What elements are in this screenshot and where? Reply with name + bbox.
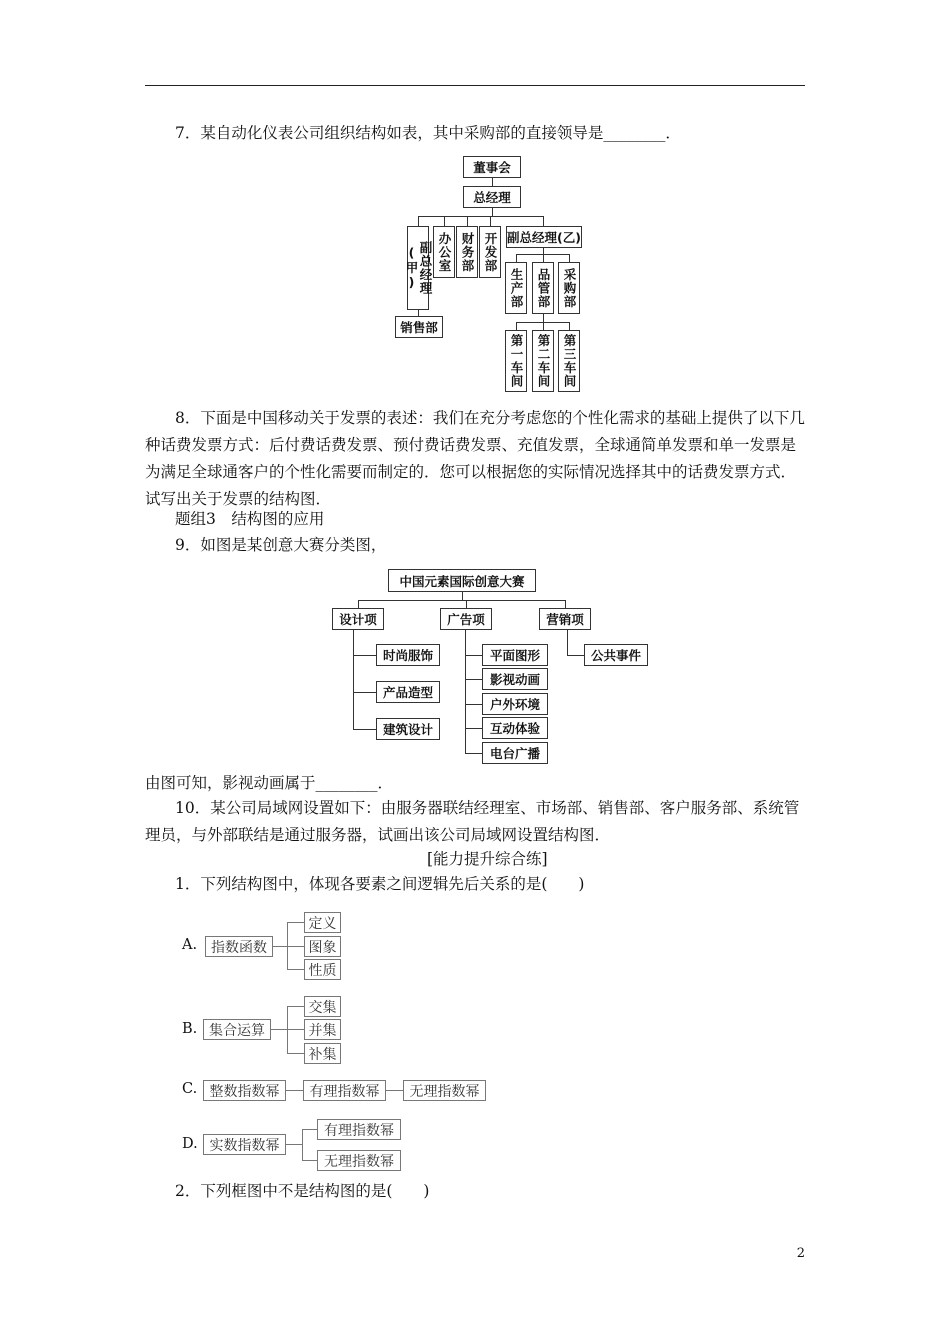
ads-item: 电台广播: [482, 742, 548, 764]
option-b-label: B.: [182, 1021, 198, 1037]
option-d-main: 实数指数幂: [203, 1134, 286, 1155]
ads-item: 平面图形: [482, 644, 548, 666]
q10-text: 10．某公司局域网设置如下：由服务器联结经理室、市场部、销售部、客户服务部、系统管理员，与外部联结是通过服务器，试画出该公司局域网设置结构图．: [145, 799, 800, 844]
option-c-item: 有理指数幂: [303, 1080, 386, 1101]
option-c-label: C.: [182, 1081, 198, 1097]
org-vp-a: 副总经理(甲): [407, 226, 429, 310]
option-c-item: 整数指数幂: [203, 1080, 286, 1101]
contest-root: 中国元素国际创意大赛: [388, 569, 536, 592]
option-a-item: 性质: [304, 959, 341, 980]
contest-ads: 广告项: [440, 608, 492, 630]
option-d-item: 无理指数幂: [317, 1150, 401, 1171]
header-rule: [145, 85, 805, 86]
design-item: 产品造型: [376, 681, 440, 703]
q7-text: 7．某自动化仪表公司组织结构如表，其中采购部的直接领导是________．: [175, 124, 681, 142]
option-c-item: 无理指数幂: [403, 1080, 486, 1101]
q9-answer: 由图可知，影视动画属于________．: [145, 774, 394, 792]
option-a-item: 定义: [304, 912, 341, 933]
section-title: [能力提升综合练]: [427, 850, 548, 868]
option-a-item: 图象: [304, 936, 341, 957]
org-purchase: 采购部: [558, 262, 580, 314]
option-a-label: A.: [182, 937, 198, 953]
option-d-label: D.: [182, 1136, 198, 1152]
option-b-item: 补集: [304, 1043, 341, 1064]
org-sales: 销售部: [395, 316, 443, 338]
org-ws2: 第二车间: [532, 330, 554, 392]
org-quality: 品管部: [532, 262, 554, 314]
org-vp-b: 副总经理(乙): [506, 226, 582, 248]
ads-item: 互动体验: [482, 717, 548, 739]
page-number: 2: [796, 1246, 805, 1261]
org-ws1: 第一车间: [505, 330, 527, 392]
option-d-item: 有理指数幂: [317, 1119, 401, 1140]
org-office: 办公室: [433, 226, 455, 278]
org-production: 生产部: [505, 262, 527, 314]
org-ws3: 第三车间: [558, 330, 580, 392]
option-b-main: 集合运算: [203, 1019, 271, 1040]
option-b-item: 交集: [304, 996, 341, 1017]
ads-item: 户外环境: [482, 693, 548, 715]
group3-title: 题组3 结构图的应用: [175, 510, 325, 528]
contest-design: 设计项: [332, 608, 384, 630]
q9-text: 9．如图是某创意大赛分类图，: [175, 536, 387, 554]
org-dev: 开发部: [479, 226, 501, 278]
design-item: 建筑设计: [376, 718, 440, 740]
p2-text: 2．下列框图中不是结构图的是( ): [175, 1182, 430, 1200]
option-b-item: 并集: [304, 1019, 341, 1040]
org-finance: 财务部: [456, 226, 478, 278]
contest-marketing: 营销项: [539, 608, 591, 630]
q8-text: 8．下面是中国移动关于发票的表述：我们在充分考虑您的个性化需求的基础上提供了以下几种话费发票方式：后付费话费发票、预付费话费发票、充值发票，全球通简单发票和单一发票是为满足全球通客户的个性化需要而制定的．您可以根据您的实际情况选择其中的话费发票方式．试写出关于发票的结构图．: [145, 409, 805, 508]
org-gm: 总经理: [463, 186, 521, 208]
option-a-main: 指数函数: [205, 936, 273, 957]
org-board: 董事会: [463, 156, 521, 178]
design-item: 时尚服饰: [376, 644, 440, 666]
marketing-item: 公共事件: [584, 644, 648, 666]
ads-item: 影视动画: [482, 668, 548, 690]
p1-text: 1．下列结构图中，体现各要素之间逻辑先后关系的是( ): [175, 875, 585, 893]
